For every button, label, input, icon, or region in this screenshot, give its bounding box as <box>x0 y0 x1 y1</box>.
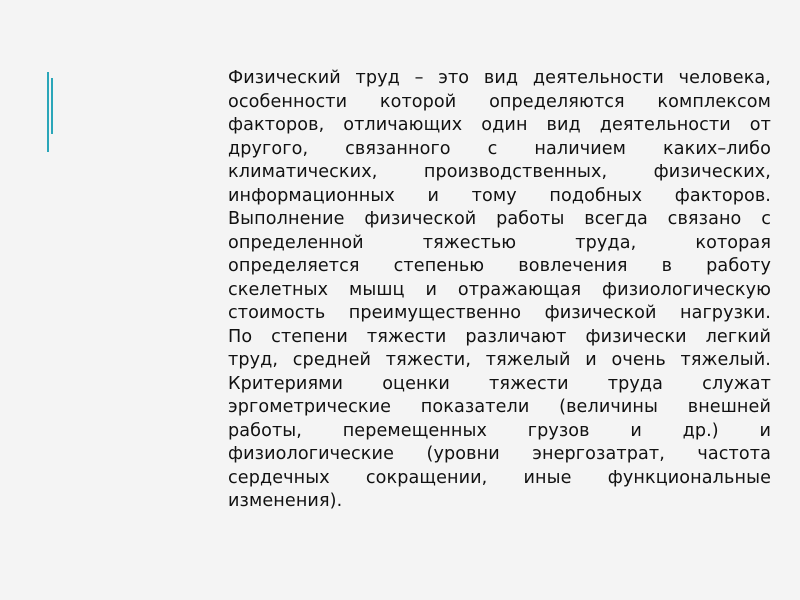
paragraph-line: эргометрические показатели (величины внешней <box>228 397 771 417</box>
paragraph-line: По степени тяжести различают физически легкий <box>228 326 771 347</box>
paragraph-line: Критериями оценки тяжести труда служат <box>228 373 771 394</box>
paragraph-line: факторов, отличающих один вид деятельности от <box>228 115 771 135</box>
paragraph-line: определяется степенью вовлечения в работу <box>228 256 771 276</box>
paragraph-line: труд, средней тяжести, тяжелый и очень тяжелый. <box>228 350 771 370</box>
paragraph-line: климатических, производственных, физических, <box>228 162 771 182</box>
paragraph-line: физиологические (уровни энергозатрат, частота <box>228 444 771 464</box>
paragraph-line: Выполнение физической работы всегда связано с <box>228 209 771 229</box>
paragraph-line: стоимость преимущественно физической нагрузки. <box>228 303 771 323</box>
accent-line-right <box>51 78 53 134</box>
paragraph-line: особенности которой определяются комплексом <box>228 91 771 112</box>
paragraph-line: работы, перемещенных грузов и др.) и <box>228 420 771 441</box>
paragraph-line: скелетных мышц и отражающая физиологическую <box>228 279 771 300</box>
accent-line-left <box>47 72 49 152</box>
paragraph-line: сердечных сокращении, иные функциональные <box>228 467 771 488</box>
paragraph-line: изменения). <box>228 491 343 511</box>
paragraph-line: другого, связанного с наличием каких–либо <box>228 138 771 159</box>
paragraph-line: Физический труд – это вид деятельности человека, <box>228 68 771 88</box>
decorative-accent-lines <box>0 0 60 160</box>
body-text-paragraph <box>228 67 771 514</box>
paragraph-line: информационных и тому подобных факторов. <box>228 185 771 206</box>
paragraph-line: определенной тяжестью труда, которая <box>228 232 771 253</box>
